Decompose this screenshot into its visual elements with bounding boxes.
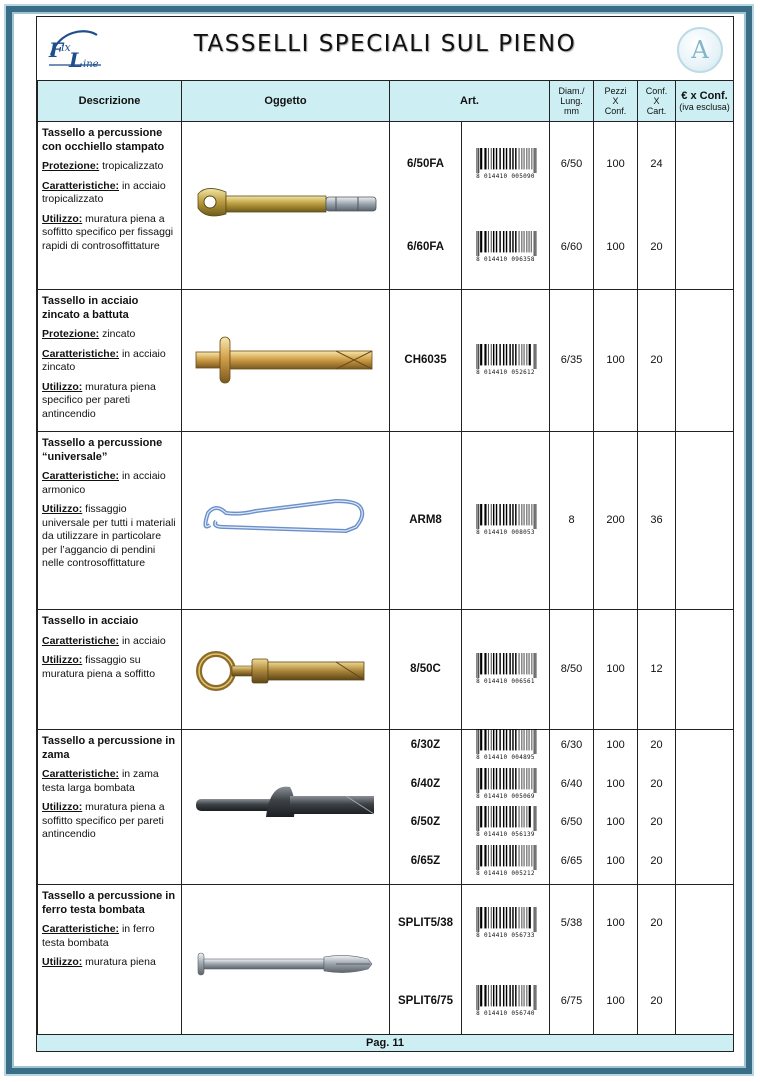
barcode: 8 014410 096358 <box>462 231 549 263</box>
article-code: SPLIT5/38 <box>398 917 453 929</box>
packs-per-carton: 24 <box>650 158 663 170</box>
article-code: 6/30Z <box>410 739 441 751</box>
product-spec: Caratteristiche: in acciaio armonico <box>42 470 166 496</box>
product-row <box>38 885 734 1041</box>
size-value: 6/30 <box>560 739 583 751</box>
article-code: 6/60FA <box>406 241 445 253</box>
product-image-cell <box>182 122 390 290</box>
packs-per-carton-cell <box>638 122 676 290</box>
size-value: 6/75 <box>560 995 583 1007</box>
size-value-cell <box>550 885 594 1041</box>
product-row <box>38 290 734 432</box>
barcode: 8 014410 006561 <box>462 653 549 685</box>
article-code-cell <box>390 885 462 1041</box>
barcode: 8 014410 005069 <box>462 768 549 800</box>
page-title: TASSELLI SPECIALI SUL PIENO <box>193 31 577 57</box>
product-image-cell <box>182 610 390 730</box>
pieces-per-pack: 100 <box>606 158 625 170</box>
size-value: 8 <box>568 514 575 526</box>
product-description <box>38 290 182 432</box>
product-description <box>38 730 182 885</box>
barcode: 8 014410 005212 <box>462 845 549 877</box>
col-descrizione: Descrizione <box>38 81 182 122</box>
product-spec: Protezione: tropicalizzato <box>42 160 164 172</box>
packs-per-carton: 20 <box>650 816 663 828</box>
pieces-per-pack: 200 <box>606 514 625 526</box>
table-header-row <box>38 81 734 122</box>
product-spec: Protezione: zincato <box>42 328 136 340</box>
pieces-per-pack-cell <box>594 432 638 610</box>
size-value: 6/35 <box>560 354 583 366</box>
barcode: 8 014410 056139 <box>462 806 549 838</box>
catalog-badge: A <box>677 27 723 73</box>
size-value-cell <box>550 730 594 885</box>
size-value-cell <box>550 610 594 730</box>
packs-per-carton: 20 <box>650 778 663 790</box>
barcode: 8 014410 005090 <box>462 148 549 180</box>
barcode-cell <box>462 730 550 885</box>
article-code: CH6035 <box>404 354 447 366</box>
product-spec: Caratteristiche: in acciaio tropicalizzato <box>42 179 166 205</box>
price-cell <box>676 610 734 730</box>
article-code: 6/50FA <box>406 158 445 170</box>
barcode-cell <box>462 885 550 1041</box>
price-cell <box>676 432 734 610</box>
article-code-cell <box>390 730 462 885</box>
product-table <box>37 80 734 1041</box>
packs-per-carton: 20 <box>650 917 663 929</box>
svg-text:ine: ine <box>83 59 99 70</box>
barcode-cell <box>462 432 550 610</box>
packs-per-carton-cell <box>638 432 676 610</box>
packs-per-carton-cell <box>638 730 676 885</box>
product-row <box>38 610 734 730</box>
price-cell <box>676 730 734 885</box>
product-image-split-anchor <box>186 943 386 983</box>
pieces-per-pack: 100 <box>606 241 625 253</box>
packs-per-carton-cell <box>638 290 676 432</box>
price-cell <box>676 290 734 432</box>
product-spec: Utilizzo: muratura piena specifico per pareti antincendio <box>42 380 156 420</box>
product-spec: Utilizzo: fissaggio universale per tutti i materiali da utilizzare in particolare per l’aggancio di pendini nelle controsoffittature <box>42 503 176 569</box>
product-row <box>38 432 734 610</box>
barcode-cell <box>462 610 550 730</box>
article-code: SPLIT6/75 <box>398 995 453 1007</box>
catalog-sheet <box>36 16 734 1052</box>
svg-text:ix: ix <box>61 41 71 54</box>
product-description <box>38 885 182 1041</box>
price-cell <box>676 122 734 290</box>
product-spec: Utilizzo: muratura piena a soffitto specifico per fissaggi rapidi di controsoffittature <box>42 212 174 252</box>
size-value: 6/60 <box>560 241 583 253</box>
product-spec: Caratteristiche: in zama testa larga bombata <box>42 768 159 794</box>
article-code: 8/50C <box>410 663 441 675</box>
size-value: 6/65 <box>560 855 583 867</box>
article-code-cell <box>390 122 462 290</box>
pieces-per-pack-cell <box>594 610 638 730</box>
pieces-per-pack: 100 <box>606 778 625 790</box>
pieces-per-pack: 100 <box>606 739 625 751</box>
product-description <box>38 432 182 610</box>
article-code-cell <box>390 610 462 730</box>
col-art: Art. <box>390 81 550 122</box>
product-image-zama-anchor <box>186 777 386 837</box>
packs-per-carton: 20 <box>650 855 663 867</box>
barcode: 8 014410 056740 <box>462 985 549 1017</box>
size-value-cell <box>550 290 594 432</box>
col-price: € x Conf. (iva esclusa) <box>676 81 734 122</box>
article-code-cell <box>390 432 462 610</box>
barcode: 8 014410 056733 <box>462 907 549 939</box>
barcode: 8 014410 052612 <box>462 344 549 376</box>
pieces-per-pack-cell <box>594 290 638 432</box>
product-spec: Caratteristiche: in ferro testa bombata <box>42 923 155 949</box>
product-spec: Caratteristiche: in acciaio zincato <box>42 347 166 373</box>
packs-per-carton: 36 <box>650 514 663 526</box>
barcode: 8 014410 004895 <box>462 729 549 761</box>
page-header <box>37 17 733 81</box>
product-title: Tassello in acciaio zincato a battuta <box>42 295 139 321</box>
packs-per-carton: 20 <box>650 995 663 1007</box>
article-code: 6/50Z <box>410 816 441 828</box>
packs-per-carton: 12 <box>650 663 663 675</box>
product-spec: Caratteristiche: in acciaio <box>42 634 166 647</box>
packs-per-carton: 20 <box>650 241 663 253</box>
article-code: ARM8 <box>409 514 442 526</box>
product-image-hammer-anchor <box>186 331 386 391</box>
svg-text:F: F <box>49 38 64 62</box>
svg-text:L: L <box>69 48 84 71</box>
pieces-per-pack-cell <box>594 885 638 1041</box>
packs-per-carton-cell <box>638 610 676 730</box>
barcode: 8 014410 008053 <box>462 504 549 536</box>
product-title: Tassello a percussione con occhiello stampato <box>42 127 165 153</box>
product-image-spring-anchor <box>186 491 386 551</box>
product-title: Tassello a percussione in zama <box>42 735 176 761</box>
product-row <box>38 122 734 290</box>
col-oggetto: Oggetto <box>182 81 390 122</box>
size-value: 6/40 <box>560 778 583 790</box>
size-value: 8/50 <box>560 663 583 675</box>
product-image-eyebolt-anchor <box>186 635 386 705</box>
product-title: Tassello a percussione “universale” <box>42 437 163 463</box>
pieces-per-pack-cell <box>594 122 638 290</box>
product-image-cell <box>182 730 390 885</box>
product-image-cell <box>182 290 390 432</box>
article-code: 6/40Z <box>410 778 441 790</box>
price-cell <box>676 885 734 1041</box>
size-value-cell <box>550 122 594 290</box>
product-spec: Utilizzo: muratura piena <box>42 956 156 968</box>
col-pezzi: Pezzi X Conf. <box>594 81 638 122</box>
product-image-cell <box>182 885 390 1041</box>
barcode-cell <box>462 122 550 290</box>
product-title: Tassello in acciaio <box>42 615 139 627</box>
size-value: 6/50 <box>560 816 583 828</box>
pieces-per-pack-cell <box>594 730 638 885</box>
size-value-cell <box>550 432 594 610</box>
size-value: 5/38 <box>560 917 583 929</box>
col-conf-cart: Conf. X Cart. <box>638 81 676 122</box>
product-spec: Utilizzo: fissaggio su muratura piena a soffitto <box>42 654 156 680</box>
packs-per-carton-cell <box>638 885 676 1041</box>
pieces-per-pack: 100 <box>606 995 625 1007</box>
product-row <box>38 730 734 885</box>
product-spec: Utilizzo: muratura piena a soffitto specifico per pareti antincendio <box>42 801 165 840</box>
pieces-per-pack: 100 <box>606 855 625 867</box>
article-code: 6/65Z <box>410 855 441 867</box>
product-image-cell <box>182 432 390 610</box>
barcode-cell <box>462 290 550 432</box>
product-title: Tassello a percussione in ferro testa bombata <box>42 890 176 916</box>
pieces-per-pack: 100 <box>606 663 625 675</box>
pieces-per-pack: 100 <box>606 917 625 929</box>
packs-per-carton: 20 <box>650 354 663 366</box>
product-description <box>38 610 182 730</box>
col-diam: Diam./ Lung. mm <box>550 81 594 122</box>
pieces-per-pack: 100 <box>606 816 625 828</box>
pieces-per-pack: 100 <box>606 354 625 366</box>
product-image-eye-anchor <box>186 176 386 236</box>
page-number: Pag. 11 <box>37 1034 733 1051</box>
size-value: 6/50 <box>560 158 583 170</box>
product-description <box>38 122 182 290</box>
packs-per-carton: 20 <box>650 739 663 751</box>
article-code-cell <box>390 290 462 432</box>
